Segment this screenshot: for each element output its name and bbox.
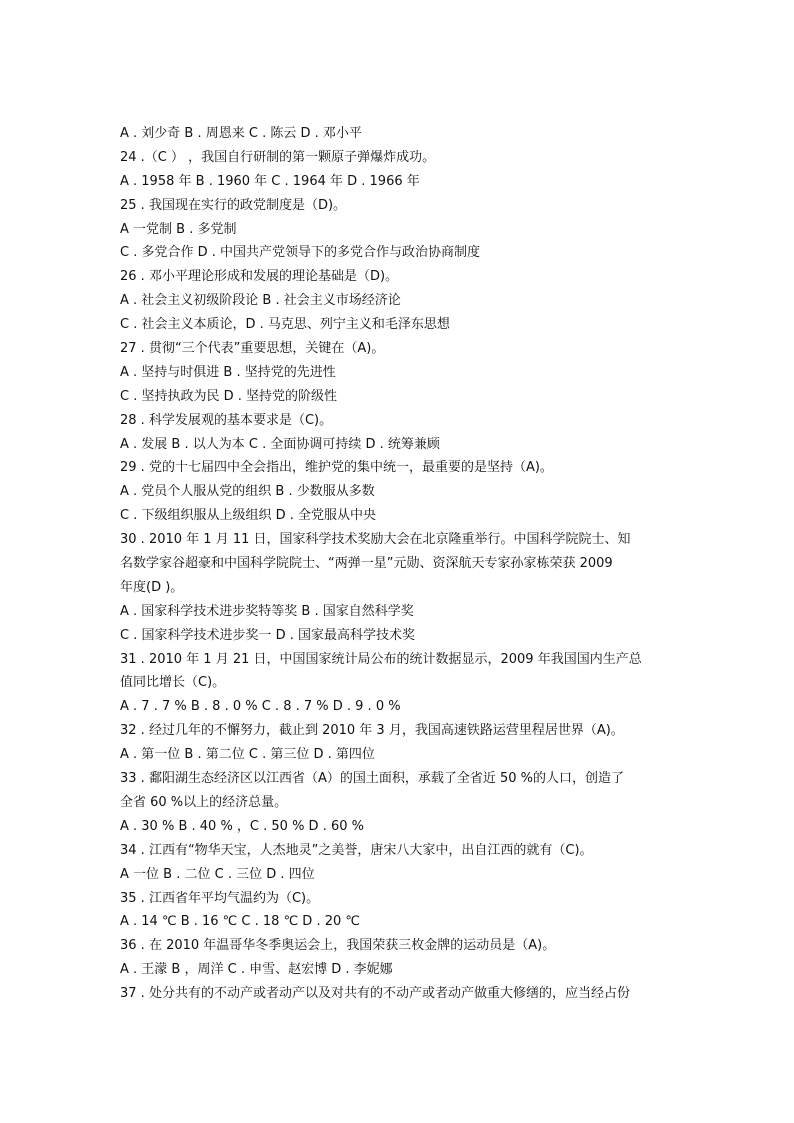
text-line: 26 . 邓小平理论形成和发展的理论基础是（D)。 [120,269,399,285]
text-line: 24 .（C ） ，我国自行研制的第一颗原子弹爆炸成功。 [120,149,436,165]
text-line: C . 坚持执政为民 D . 坚持党的阶级性 [120,388,338,404]
text-line: C . 多党合作 D . 中国共产党领导下的多党合作与政治协商制度 [120,245,481,261]
text-line: A . 1958 年 B . 1960 年 C . 1964 年 D . 1966 年 [120,173,420,189]
text-line: 28 . 科学发展观的基本要求是（C)。 [120,412,333,428]
text-line: A . 发展 B . 以人为本 C . 全面协调可持续 D . 统筹兼顾 [120,436,440,452]
text-line: C . 下级组织服从上级组织 D . 全党服从中央 [120,508,377,524]
text-line: A . 7 . 7 % B . 8 . 0 % C . 8 . 7 % D . 9 . 0 % [120,699,401,715]
text-line: A . 国家科学技术进步奖特等奖 B . 国家自然科学奖 [120,603,414,619]
text-line: A . 30 % B . 40 % ，C . 50 % D . 60 % [120,818,364,834]
text-line: 值同比增长（C)。 [120,675,226,691]
text-line: A . 14 ℃ B . 16 ℃ C . 18 ℃ D . 20 ℃ [120,914,360,930]
text-line: C . 社会主义本质论，D . 马克思、列宁主义和毛泽东思想 [120,317,450,333]
text-line: 36 . 在 2010 年温哥华冬季奥运会上，我国荣获三枚金牌的运动员是（A)。 [120,938,556,954]
text-line: 27 . 贯彻“三个代表”重要思想，关键在（A)。 [120,341,385,357]
text-line: A 一党制 B . 多党制 [120,221,237,237]
document-page [120,122,680,1006]
text-line: 31 . 2010 年 1 月 21 日，中国国家统计局公布的统计数据显示，2009 年我国国内生产总 [120,651,642,667]
text-line: C . 国家科学技术进步奖一 D . 国家最高科学技术奖 [120,627,416,643]
text-line: A . 党员个人服从党的组织 B . 少数服从多数 [120,484,375,500]
text-line: A 一位 B . 二位 C . 三位 D . 四位 [120,866,315,882]
text-line: 25 . 我国现在实行的政党制度是（D)。 [120,197,347,213]
text-line: A . 刘少奇 B . 周恩来 C . 陈云 D . 邓小平 [120,126,362,141]
text-line: A . 王濛 B ，周洋 C . 申雪、赵宏博 D . 李妮娜 [120,962,393,978]
text-line: 年度(D )。 [120,579,184,595]
text-line: A . 第一位 B . 第二位 C . 第三位 D . 第四位 [120,747,375,763]
text-line: A . 坚持与时俱进 B . 坚持党的先进性 [120,364,336,380]
text-line: A . 社会主义初级阶段论 B . 社会主义市场经济论 [120,293,401,309]
text-line: 37 . 处分共有的不动产或者动产以及对共有的不动产或者动产做重大修缮的，应当经占份 [120,986,630,1002]
text-line: 33 . 鄱阳湖生态经济区以江西省（A）的国土面积，承载了全省近 50 %的人口，创造了 [120,771,624,787]
text-line: 34 . 江西有“物华天宝，人杰地灵”之美誉，唐宋八大家中，出自江西的就有（C)。 [120,842,593,858]
text-line: 35 . 江西省年平均气温约为（C)。 [120,890,320,906]
text-line: 名数学家谷超豪和中国科学院院士、“两弹一星”元勋、资深航天专家孙家栋荣获 2009 [120,556,613,572]
text-line: 29 . 党的十七届四中全会指出，维护党的集中统一，最重要的是坚持（A)。 [120,460,553,476]
text-line: 30 . 2010 年 1 月 11 日，国家科学技术奖励大会在北京隆重举行。中国科学院院士、知 [120,532,631,548]
text-line: 32 . 经过几年的不懈努力，截止到 2010 年 3 月，我国高速铁路运营里程居世界（A)。 [120,723,624,739]
text-line: 全省 60 %以上的经济总量。 [120,794,288,810]
